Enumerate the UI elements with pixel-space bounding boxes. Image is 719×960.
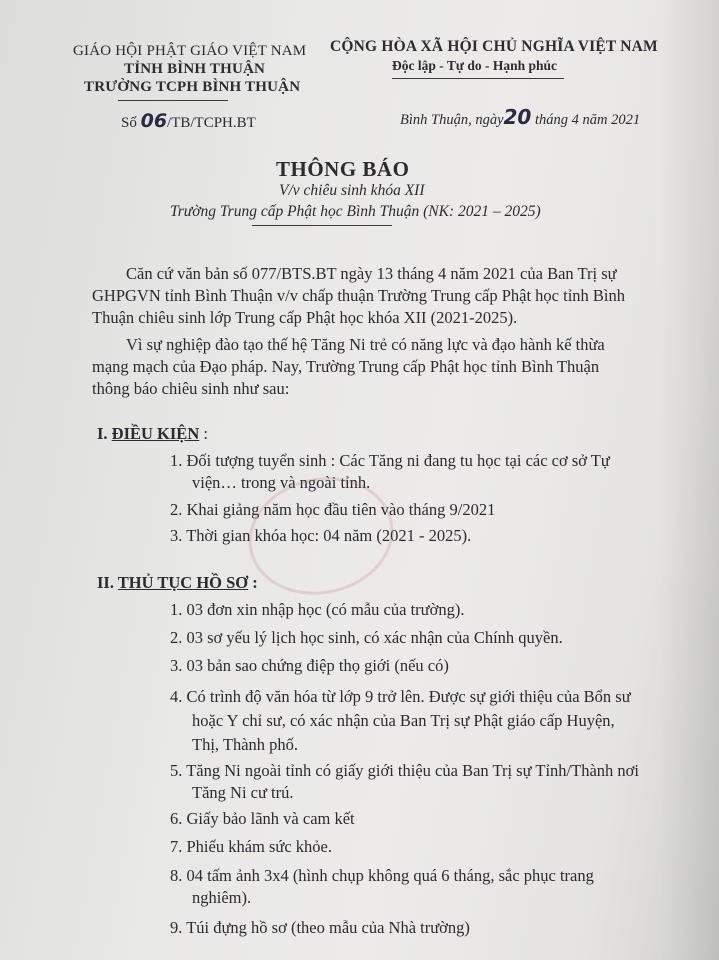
item-number: 2. — [170, 500, 183, 519]
number-handwritten: 06 — [140, 110, 168, 132]
list-item — [170, 808, 355, 830]
item-number: 5. — [170, 761, 183, 780]
list-item — [170, 627, 563, 649]
section-colon: : — [203, 424, 208, 443]
item-text: 03 đơn xin nhập học (có mẫu của trường). — [186, 600, 465, 619]
section-heading-conditions — [97, 423, 208, 445]
list-item — [170, 865, 594, 887]
item-number: 3. — [170, 656, 183, 675]
item-number: 7. — [170, 837, 183, 856]
document-number — [121, 110, 256, 132]
item-number: 1. — [170, 451, 183, 470]
item-number: 1. — [170, 600, 183, 619]
section-title: THỦ TỤC HỒ SƠ — [117, 573, 249, 592]
item-text: Túi đựng hồ sơ (theo mẫu của Nhà trường) — [186, 918, 470, 937]
item-number: 8. — [170, 866, 183, 885]
school-name: TRƯỜNG TCPH BÌNH THUẬN — [84, 79, 301, 95]
item-number: 6. — [170, 809, 183, 828]
list-item-continuation: viện… trong và ngoài tỉnh. — [192, 473, 371, 492]
item-number: 9. — [170, 918, 183, 937]
item-text: Phiếu khám sức khỏe. — [186, 837, 333, 856]
item-text: 03 sơ yếu lý lịch học sinh, có xác nhận của Chính quyền. — [186, 628, 563, 647]
item-number: 3. — [170, 526, 183, 545]
item-number: 4. — [170, 687, 183, 706]
list-item — [170, 599, 464, 621]
header-underline-right — [392, 78, 564, 79]
section-number: I. — [97, 424, 108, 443]
list-item-continuation: Tăng Ni cư trú. — [192, 783, 294, 802]
item-text: Đối tượng tuyển sinh : Các Tăng ni đang tu học tại các cơ sở Tự — [186, 451, 610, 470]
item-text: 04 tấm ảnh 3x4 (hình chụp không quá 6 tháng, sắc phục trang — [186, 866, 594, 885]
title-school: Trường Trung cấp Phật học Bình Thuận (NK: 2021 – 2025) — [170, 203, 541, 220]
intro-line: mạng mạch của Đạo pháp. Nay, Trường Trung cấp Phật học tỉnh Bình Thuận — [92, 357, 600, 376]
section-number: II. — [97, 573, 114, 592]
list-item-continuation: Thị, Thành phố. — [192, 735, 299, 754]
org-province: TỈNH BÌNH THUẬN — [124, 61, 266, 77]
nation-motto: Độc lập - Tự do - Hạnh phúc — [392, 58, 558, 73]
item-text: Thời gian khóa học: 04 năm (2021 - 2025). — [186, 526, 472, 545]
list-item — [170, 450, 610, 472]
list-item — [170, 686, 631, 708]
section-title: ĐIỀU KIỆN — [111, 424, 200, 443]
section-colon: : — [252, 573, 258, 592]
list-item — [170, 836, 332, 858]
list-item-continuation: nghiêm). — [192, 888, 252, 907]
item-text: Giấy bảo lãnh và cam kết — [186, 809, 355, 828]
title-subject: V/v chiêu sinh khóa XII — [279, 182, 425, 199]
intro-line: Căn cứ văn bản số 077/BTS.BT ngày 13 tháng 4 năm 2021 của Ban Trị sự — [126, 264, 617, 283]
item-text: Khai giảng năm học đầu tiên vào tháng 9/2021 — [186, 500, 496, 519]
intro-line: thông báo chiêu sinh như sau: — [92, 379, 290, 398]
list-item — [170, 760, 639, 782]
title-underline — [252, 225, 392, 226]
date-suffix: tháng 4 năm 2021 — [534, 112, 641, 128]
date-day-handwritten: 20 — [503, 105, 532, 129]
list-item — [170, 655, 449, 677]
item-number: 2. — [170, 628, 183, 647]
nation-title: CỘNG HÒA XÃ HỘI CHỦ NGHĨA VIỆT NAM — [330, 38, 658, 55]
document-date — [400, 105, 640, 129]
org-name: GIÁO HỘI PHẬT GIÁO VIỆT NAM — [73, 43, 307, 59]
intro-line: GHPGVN tỉnh Bình Thuận v/v chấp thuận Trường Trung cấp Phật học tỉnh Bình — [92, 286, 626, 305]
list-item-continuation: hoặc Y chỉ sư, có xác nhận của Ban Trị sự Phật giáo cấp Huyện, — [192, 711, 615, 730]
number-prefix: Số — [121, 115, 137, 131]
number-suffix: /TB/TCPH.BT — [167, 115, 256, 131]
item-text: 03 bản sao chứng điệp thọ giới (nếu có) — [186, 656, 449, 675]
intro-line: Vì sự nghiệp đào tạo thế hệ Tăng Ni trẻ có năng lực và đạo hành kế thừa — [126, 335, 605, 354]
item-text: Có trình độ văn hóa từ lớp 9 trở lên. Được sự giới thiệu của Bổn sư — [186, 687, 631, 706]
page-shadow — [659, 0, 719, 960]
section-heading-documents — [97, 572, 258, 594]
page-title: THÔNG BÁO — [276, 157, 410, 181]
intro-line: Thuận chiêu sinh lớp Trung cấp Phật học khóa XII (2021-2025). — [92, 308, 518, 327]
header-underline-left — [118, 100, 228, 101]
date-prefix: Bình Thuận, ngày — [400, 112, 504, 128]
item-text: Tăng Ni ngoài tỉnh có giấy giới thiệu của Ban Trị sự Tỉnh/Thành nơi — [186, 761, 639, 780]
list-item — [170, 917, 470, 939]
